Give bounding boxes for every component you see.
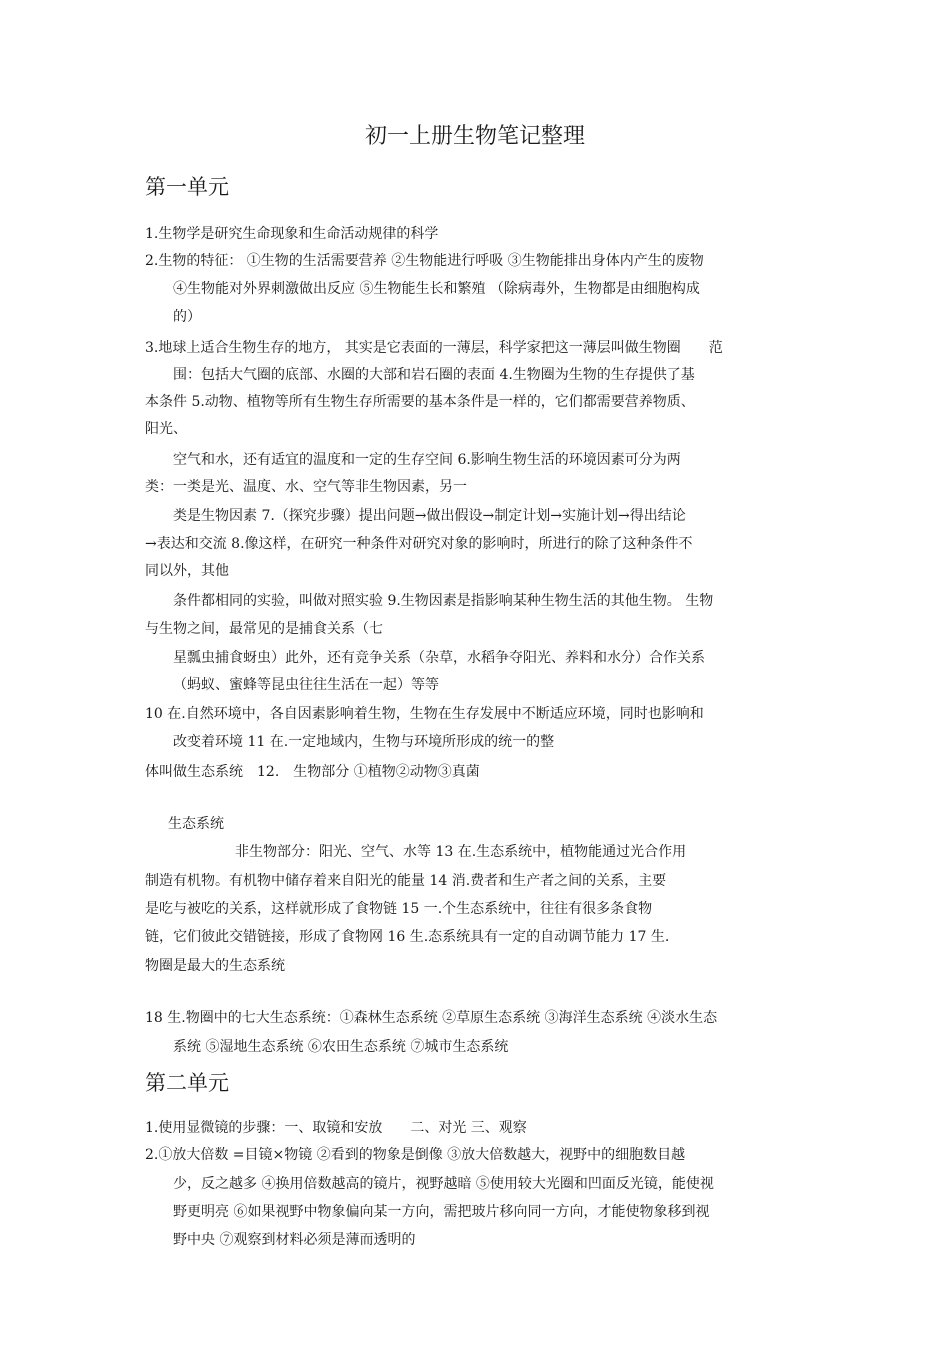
note-line: 制造有机物。有机物中储存着来自阳光的能量 14 消.费者和生产者之间的关系，主要	[145, 873, 667, 889]
note-line: 与生物之间，最常见的是捕食关系（七	[145, 621, 383, 637]
note-line: 星瓢虫捕食蚜虫）此外，还有竞争关系（杂草，水稻争夺阳光、养料和水分）合作关系	[173, 650, 705, 666]
note-line: 系统 ⑤湿地生态系统 ⑥农田生态系统 ⑦城市生态系统	[173, 1039, 509, 1055]
note-line: 3.地球上适合生物生存的地方， 其实是它表面的一薄层，科学家把这一薄层叫做生物圈 范	[145, 340, 723, 356]
note-line: （蚂蚁、蜜蜂等昆虫往往生活在一起）等等	[173, 677, 439, 693]
note-line: 条件都相同的实验，叫做对照实验 9.生物因素是指影响某种生物生活的其他生物。 生物	[173, 593, 714, 609]
note-line: 1.生物学是研究生命现象和生命活动规律的科学	[145, 226, 439, 242]
note-line: 非生物部分：阳光、空气、水等 13 在.生态系统中，植物能通过光合作用	[235, 844, 687, 860]
note-line: 改变着环境 11 在.一定地域内，生物与环境所形成的统一的整	[173, 734, 555, 750]
note-line: 是吃与被吃的关系，这样就形成了食物链 15 一.个生态系统中，往往有很多条食物	[145, 901, 653, 917]
note-line: 野更明亮 ⑥如果视野中物象偏向某一方向，需把玻片移向同一方向，才能使物象移到视	[173, 1204, 710, 1220]
note-line: 链，它们彼此交错链接，形成了食物网 16 生.态系统具有一定的自动调节能力 17 生.	[145, 929, 670, 945]
unit2-heading: 第二单元	[145, 1071, 229, 1095]
note-line: 少，反之越多 ④换用倍数越高的镜片，视野越暗 ⑤使用较大光圈和凹面反光镜，能使视	[173, 1176, 714, 1192]
note-line: 空气和水，还有适宜的温度和一定的生存空间 6.影响生物生活的环境因素可分为两	[173, 452, 681, 468]
note-line: 阳光、	[145, 421, 187, 437]
note-line: 的）	[173, 309, 201, 325]
note-line: 2.①放大倍数 =目镜×物镜 ②看到的物象是倒像 ③放大倍数越大，视野中的细胞数目越	[145, 1147, 686, 1163]
note-line: 类是生物因素 7.（探究步骤）提出问题→做出假设→制定计划→实施计划→得出结论	[173, 508, 686, 524]
note-line: 类：一类是光、温度、水、空气等非生物因素，另一	[145, 479, 467, 495]
unit1-heading: 第一单元	[145, 175, 229, 199]
note-line: 野中央 ⑦观察到材料必须是薄而透明的	[173, 1232, 416, 1248]
note-line: 1.使用显微镜的步骤：一、取镜和安放 二、对光 三、观察	[145, 1120, 527, 1136]
note-line: 本条件 5.动物、植物等所有生物生存所需要的基本条件是一样的，它们都需要营养物质、	[145, 394, 695, 410]
note-line: ④生物能对外界刺激做出反应 ⑤生物能生长和繁殖 （除病毒外，生物都是由细胞构成	[173, 281, 700, 297]
note-line: 10 在.自然环境中，各自因素影响着生物，生物在生存发展中不断适应环境，同时也影响和	[145, 706, 704, 722]
note-line: 2.生物的特征： ①生物的生活需要营养 ②生物能进行呼吸 ③生物能排出身体内产生的废物	[145, 253, 704, 269]
note-line: 围：包括大气圈的底部、水圈的大部和岩石圈的表面 4.生物圈为生物的生存提供了基	[173, 367, 695, 383]
document-title: 初一上册生物笔记整理	[364, 124, 585, 149]
note-line: →表达和交流 8.像这样，在研究一种条件对研究对象的影响时，所进行的除了这种条件不	[145, 536, 693, 552]
note-line: 18 生.物圈中的七大生态系统：①森林生态系统 ②草原生态系统 ③海洋生态系统 ④淡水生态	[145, 1010, 718, 1026]
note-line: 物圈是最大的生态系统	[145, 958, 285, 974]
note-line: 同以外，其他	[145, 563, 229, 579]
note-line: 体叫做生态系统 12. 生物部分 ①植物②动物③真菌	[145, 764, 480, 780]
note-line: 生态系统	[168, 816, 224, 832]
